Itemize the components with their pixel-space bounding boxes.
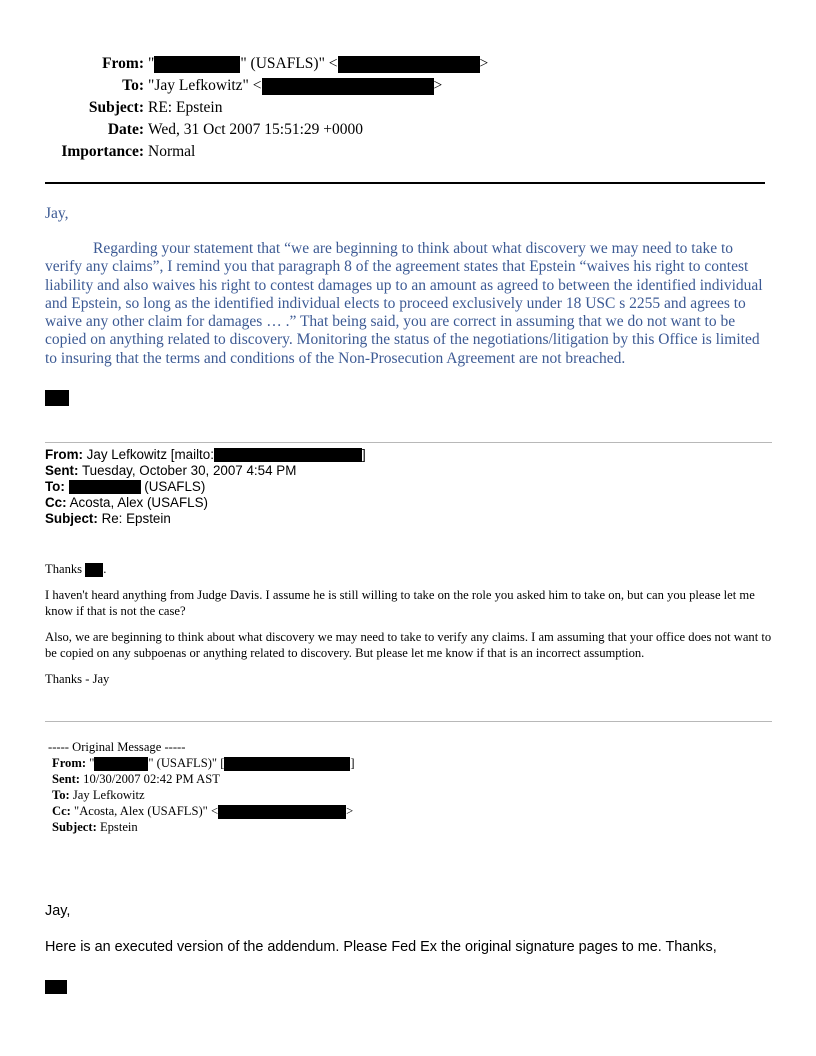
fwd-subject-value: Re: Epstein (101, 511, 171, 526)
fwd-from-row (45, 447, 366, 463)
orig-cc-value: "Acosta, Alex (USAFLS)" < (74, 804, 219, 819)
jay-thanks-period: . (103, 562, 107, 576)
fwd-sent-label: Sent: (45, 463, 79, 478)
fwd-cc-row (45, 495, 366, 511)
redacted-thanks-name (85, 563, 103, 577)
email-header (0, 53, 816, 163)
header-from-value (148, 53, 488, 75)
header-subject-row (0, 97, 816, 119)
from-close: > (479, 55, 489, 72)
header-date-label: Date: (107, 121, 144, 138)
header-importance-row (0, 141, 816, 163)
header-importance-value: Normal (148, 143, 196, 160)
forward-divider (45, 442, 772, 443)
redacted-sender-name (154, 56, 240, 73)
header-date-row (0, 119, 816, 141)
redacted-orig-sender-email (224, 757, 350, 771)
first-email-greeting: Jay, (45, 903, 71, 919)
orig-sent-value: 10/30/2007 02:42 PM AST (83, 772, 220, 787)
fwd-subject-row (45, 511, 366, 527)
orig-from-close: ] (350, 756, 355, 770)
header-divider (45, 182, 765, 184)
orig-from-label: From: (52, 756, 87, 770)
redacted-orig-sender-name (94, 757, 148, 771)
orig-from-quote: " (89, 756, 95, 770)
header-to-row (0, 75, 816, 97)
to-close: > (433, 77, 443, 94)
fwd-subject-label: Subject: (45, 511, 98, 526)
from-org: " (USAFLS)" < (240, 55, 338, 72)
header-date-value: Wed, 31 Oct 2007 15:51:29 +0000 (148, 121, 364, 138)
fwd-sent-row (45, 463, 366, 479)
fwd-to-row (45, 479, 366, 495)
header-subject-label: Subject: (88, 99, 144, 116)
orig-cc-label: Cc: (52, 804, 71, 819)
header-from-row (0, 53, 816, 75)
fwd-from-close: ] (361, 447, 366, 462)
fwd-from-value: Jay Lefkowitz [mailto: (86, 447, 214, 462)
redacted-sender-email (338, 56, 480, 73)
orig-sent-row (48, 771, 355, 787)
redacted-recipient-email (262, 78, 434, 95)
to-name: "Jay Lefkowitz" < (148, 77, 262, 94)
reply-body: Regarding your statement that “we are beginning to think about what discovery we may need to take to verify any claims”, I remind you that paragraph 8 of the agreement states that Epstein “waives his right to contest liability and also waives his right to contest damages up to an amount as agreed to between the identified individual and Epstein, so long as the identified individual elects to proceed exclusively under 18 USC s 2255 and agrees to waive any other claim for damages … .” That being said, you are correct in assuming that we do not want to be copied on anything related to discovery. Monitoring the status of the negotiations/litigation by this Office is limited to insuring that the terms and conditions of the Non-Prosecution Agreement are not breached. (45, 240, 763, 367)
orig-to-value: Jay Lefkowitz (72, 788, 145, 803)
orig-subject-value: Epstein (99, 820, 138, 835)
fwd-cc-label: Cc: (45, 495, 67, 510)
original-divider (45, 721, 772, 722)
orig-cc-close: > (346, 804, 354, 819)
orig-subject-label: Subject: (52, 820, 97, 835)
orig-from-row (48, 755, 355, 771)
orig-sent-label: Sent: (52, 772, 80, 787)
jay-thanks-text: Thanks (45, 562, 83, 576)
orig-subject-row (48, 819, 355, 835)
redacted-closing-initials (45, 980, 67, 994)
jay-signoff: Thanks - Jay (45, 672, 110, 687)
orig-to-label: To: (52, 788, 70, 803)
jay-email-body (45, 561, 775, 687)
jay-thanks-line (45, 561, 775, 577)
redacted-cc-email (218, 805, 346, 819)
fwd-sent-value: Tuesday, October 30, 2007 4:54 PM (81, 463, 297, 478)
orig-cc-row (48, 803, 355, 819)
header-from-label: From: (102, 55, 144, 72)
original-message-header (48, 739, 355, 835)
forwarded-header (45, 447, 366, 527)
orig-title: ----- Original Message ----- (48, 740, 186, 754)
redacted-jay-email (214, 448, 362, 462)
redacted-to-name (69, 480, 141, 494)
orig-to-row (48, 787, 355, 803)
jay-paragraph-1: I haven't heard anything from Judge Davis. I assume he is still willing to take on the role you asked him to take on, but can you please let me know if that is not the case? (45, 588, 755, 619)
header-subject-value: RE: Epstein (148, 99, 223, 116)
first-email-body: Here is an executed version of the addendum. Please Fed Ex the original signature pages to me. Thanks, (45, 939, 717, 955)
fwd-cc-value: Acosta, Alex (USAFLS) (69, 495, 208, 510)
reply-greeting: Jay, (45, 205, 69, 222)
from-quote: " (148, 55, 155, 72)
jay-paragraph-2: Also, we are beginning to think about what discovery we may need to take to verify any claims. I am assuming that your office does not want to be copied on any subpoenas or anything related to discovery. But please let me know if that is an incorrect assumption. (45, 630, 772, 661)
header-to-label: To: (122, 77, 144, 94)
fwd-to-org: (USAFLS) (144, 479, 206, 494)
fwd-to-label: To: (45, 479, 65, 494)
orig-from-org: " (USAFLS)" [ (148, 756, 225, 770)
fwd-from-label: From: (45, 447, 83, 462)
redacted-signature-initials (45, 390, 69, 406)
header-importance-label: Importance: (61, 143, 144, 160)
header-to-value (148, 75, 442, 97)
